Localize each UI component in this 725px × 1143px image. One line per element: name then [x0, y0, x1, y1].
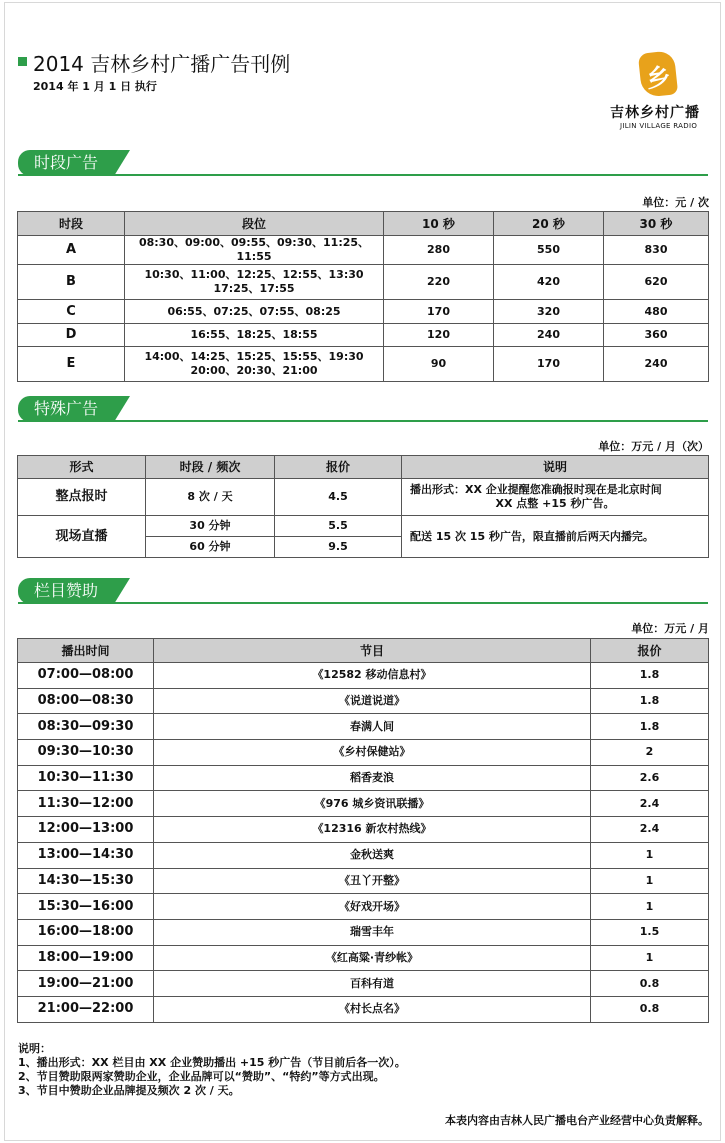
slot-cell: E [18, 347, 125, 382]
title-square-icon [18, 57, 27, 66]
program-cell: 百科有道 [154, 971, 591, 997]
table-row [18, 817, 709, 843]
column-header: 播出时间 [18, 639, 154, 663]
time-cell: 08:30—09:30 [18, 714, 154, 740]
table-row [18, 479, 709, 516]
logo-chinese-name: 吉林乡村广播 [610, 105, 700, 121]
table-row [18, 842, 709, 868]
times-cell [125, 347, 384, 382]
program-cell: 《好戏开场》 [154, 894, 591, 920]
price-cell: 0.8 [591, 996, 709, 1022]
time-cell: 09:30—10:30 [18, 740, 154, 766]
program-cell: 春满人间 [154, 714, 591, 740]
slot-cell: A [18, 236, 125, 265]
desc-line: 播出形式：XX 企业提醒您准确报时现在是北京时间 [410, 483, 662, 496]
price-cell: 5.5 [275, 516, 402, 537]
table-row [18, 516, 709, 537]
price-cell: 1.8 [591, 663, 709, 689]
price-cell: 550 [494, 236, 604, 265]
form-cell: 现场直播 [18, 516, 146, 558]
times-cell [125, 300, 384, 324]
table-header-row [18, 212, 709, 236]
program-cell: 《976 城乡资讯联播》 [154, 791, 591, 817]
table-row [18, 265, 709, 300]
price-cell: 280 [384, 236, 494, 265]
price-cell: 320 [494, 300, 604, 324]
program-cell: 《红高粱·青纱帐》 [154, 945, 591, 971]
table-row [18, 791, 709, 817]
price-cell: 2 [591, 740, 709, 766]
times-line: 06:55、07:25、07:55、08:25 [167, 304, 341, 318]
column-header: 段位 [125, 212, 384, 236]
section-tab-special-ads: 特殊广告 [18, 396, 114, 422]
times-cell [125, 265, 384, 300]
time-cell: 16:00—18:00 [18, 919, 154, 945]
section-tab-sponsorship: 栏目赞助 [18, 578, 114, 604]
section-tab-time-slot: 时段广告 [18, 150, 114, 176]
times-line: 10:30、11:00、12:25、12:55、13:30 [144, 268, 364, 281]
slot-cell: D [18, 324, 125, 347]
price-cell: 220 [384, 265, 494, 300]
table-row [18, 688, 709, 714]
times-line: 08:30、09:00、09:55、09:30、11:25、11:55 [138, 236, 370, 263]
column-header: 时段 / 频次 [146, 456, 275, 479]
price-cell: 1 [591, 945, 709, 971]
price-cell: 1.5 [591, 919, 709, 945]
column-header: 形式 [18, 456, 146, 479]
price-cell: 0.8 [591, 971, 709, 997]
section-divider [18, 420, 708, 422]
column-header: 10 秒 [384, 212, 494, 236]
column-header: 报价 [591, 639, 709, 663]
column-header: 20 秒 [494, 212, 604, 236]
time-cell: 19:00—21:00 [18, 971, 154, 997]
time-cell: 12:00—13:00 [18, 817, 154, 843]
logo-seal-char: 乡 [644, 61, 672, 94]
price-cell: 2.6 [591, 765, 709, 791]
price-cell: 2.4 [591, 817, 709, 843]
desc-line: XX 点整 +15 秒广告。 [495, 497, 615, 510]
form-cell: 整点报时 [18, 479, 146, 516]
column-header: 说明 [402, 456, 709, 479]
price-cell: 480 [604, 300, 709, 324]
column-header: 时段 [18, 212, 125, 236]
slot-cell: C [18, 300, 125, 324]
price-cell: 240 [494, 324, 604, 347]
section-divider [18, 174, 708, 176]
special-ads-table [17, 455, 709, 558]
table-row [18, 894, 709, 920]
table-header-row [18, 456, 709, 479]
price-cell: 420 [494, 265, 604, 300]
price-cell: 170 [494, 347, 604, 382]
price-cell: 1 [591, 894, 709, 920]
table-row [18, 347, 709, 382]
program-cell: 瑞雪丰年 [154, 919, 591, 945]
price-cell: 1 [591, 868, 709, 894]
slot-cell: B [18, 265, 125, 300]
time-cell: 21:00—22:00 [18, 996, 154, 1022]
price-cell: 620 [604, 265, 709, 300]
time-cell: 14:30—15:30 [18, 868, 154, 894]
column-header: 节目 [154, 639, 591, 663]
price-cell: 120 [384, 324, 494, 347]
times-line: 16:55、18:25、18:55 [190, 328, 318, 341]
table-row [18, 868, 709, 894]
unit-label: 单位：万元 / 月（次） [598, 440, 709, 453]
sponsorship-table [17, 638, 709, 1023]
program-cell: 《村长点名》 [154, 996, 591, 1022]
freq-cell: 8 次 / 天 [146, 479, 275, 516]
unit-label: 单位：万元 / 月 [631, 622, 709, 635]
price-cell: 1.8 [591, 714, 709, 740]
footer-note: 本表内容由吉林人民广播电台产业经营中心负责解释。 [445, 1114, 709, 1127]
column-header: 报价 [275, 456, 402, 479]
table-row [18, 714, 709, 740]
unit-label: 单位：元 / 次 [642, 196, 709, 209]
time-slot-table [17, 211, 709, 382]
time-cell: 11:30—12:00 [18, 791, 154, 817]
table-row [18, 324, 709, 347]
time-cell: 18:00—19:00 [18, 945, 154, 971]
station-logo [600, 44, 718, 136]
notes-block [18, 1042, 406, 1098]
page-title: 2014 吉林乡村广播广告刊例 [33, 52, 291, 76]
note-item: 3、节目中赞助企业品牌提及频次 2 次 / 天。 [18, 1084, 240, 1097]
price-cell: 90 [384, 347, 494, 382]
price-cell: 4.5 [275, 479, 402, 516]
times-cell [125, 324, 384, 347]
table-row [18, 300, 709, 324]
logo-english-name: JILIN VILLAGE RADIO [620, 122, 698, 130]
time-cell: 15:30—16:00 [18, 894, 154, 920]
price-cell: 240 [604, 347, 709, 382]
desc-cell: 配送 15 次 15 秒广告，限直播前后两天内播完。 [402, 516, 709, 558]
price-cell: 9.5 [275, 537, 402, 558]
program-cell: 《12582 移动信息村》 [154, 663, 591, 689]
table-row [18, 740, 709, 766]
program-cell: 稻香麦浪 [154, 765, 591, 791]
time-cell: 07:00—08:00 [18, 663, 154, 689]
price-cell: 1 [591, 842, 709, 868]
table-row [18, 236, 709, 265]
section-divider [18, 602, 708, 604]
times-line: 20:00、20:30、21:00 [190, 364, 318, 377]
freq-cell: 60 分钟 [146, 537, 275, 558]
desc-cell [402, 479, 709, 516]
program-cell: 金秋送爽 [154, 842, 591, 868]
logo-seal-icon [638, 50, 678, 98]
time-cell: 13:00—14:30 [18, 842, 154, 868]
table-row [18, 663, 709, 689]
effective-date: 2014 年 1 月 1 日 执行 [33, 80, 157, 93]
times-cell [125, 236, 384, 265]
price-cell: 1.8 [591, 688, 709, 714]
price-cell: 360 [604, 324, 709, 347]
program-cell: 《乡村保健站》 [154, 740, 591, 766]
table-row [18, 996, 709, 1022]
note-item: 1、播出形式：XX 栏目由 XX 企业赞助播出 +15 秒广告（节目前后各一次）。 [18, 1056, 406, 1069]
price-cell: 830 [604, 236, 709, 265]
times-line: 14:00、14:25、15:25、15:55、19:30 [144, 350, 364, 363]
program-cell: 《说道说道》 [154, 688, 591, 714]
table-row [18, 919, 709, 945]
freq-cell: 30 分钟 [146, 516, 275, 537]
notes-title: 说明： [18, 1042, 51, 1055]
program-cell: 《丑丫开整》 [154, 868, 591, 894]
program-cell: 《12316 新农村热线》 [154, 817, 591, 843]
column-header: 30 秒 [604, 212, 709, 236]
note-item: 2、节目赞助限两家赞助企业，企业品牌可以“赞助”、“特约”等方式出现。 [18, 1070, 385, 1083]
table-row [18, 945, 709, 971]
table-row [18, 971, 709, 997]
time-cell: 08:00—08:30 [18, 688, 154, 714]
price-cell: 170 [384, 300, 494, 324]
table-header-row [18, 639, 709, 663]
times-line: 17:25、17:55 [213, 282, 295, 295]
table-row [18, 765, 709, 791]
time-cell: 10:30—11:30 [18, 765, 154, 791]
price-cell: 2.4 [591, 791, 709, 817]
